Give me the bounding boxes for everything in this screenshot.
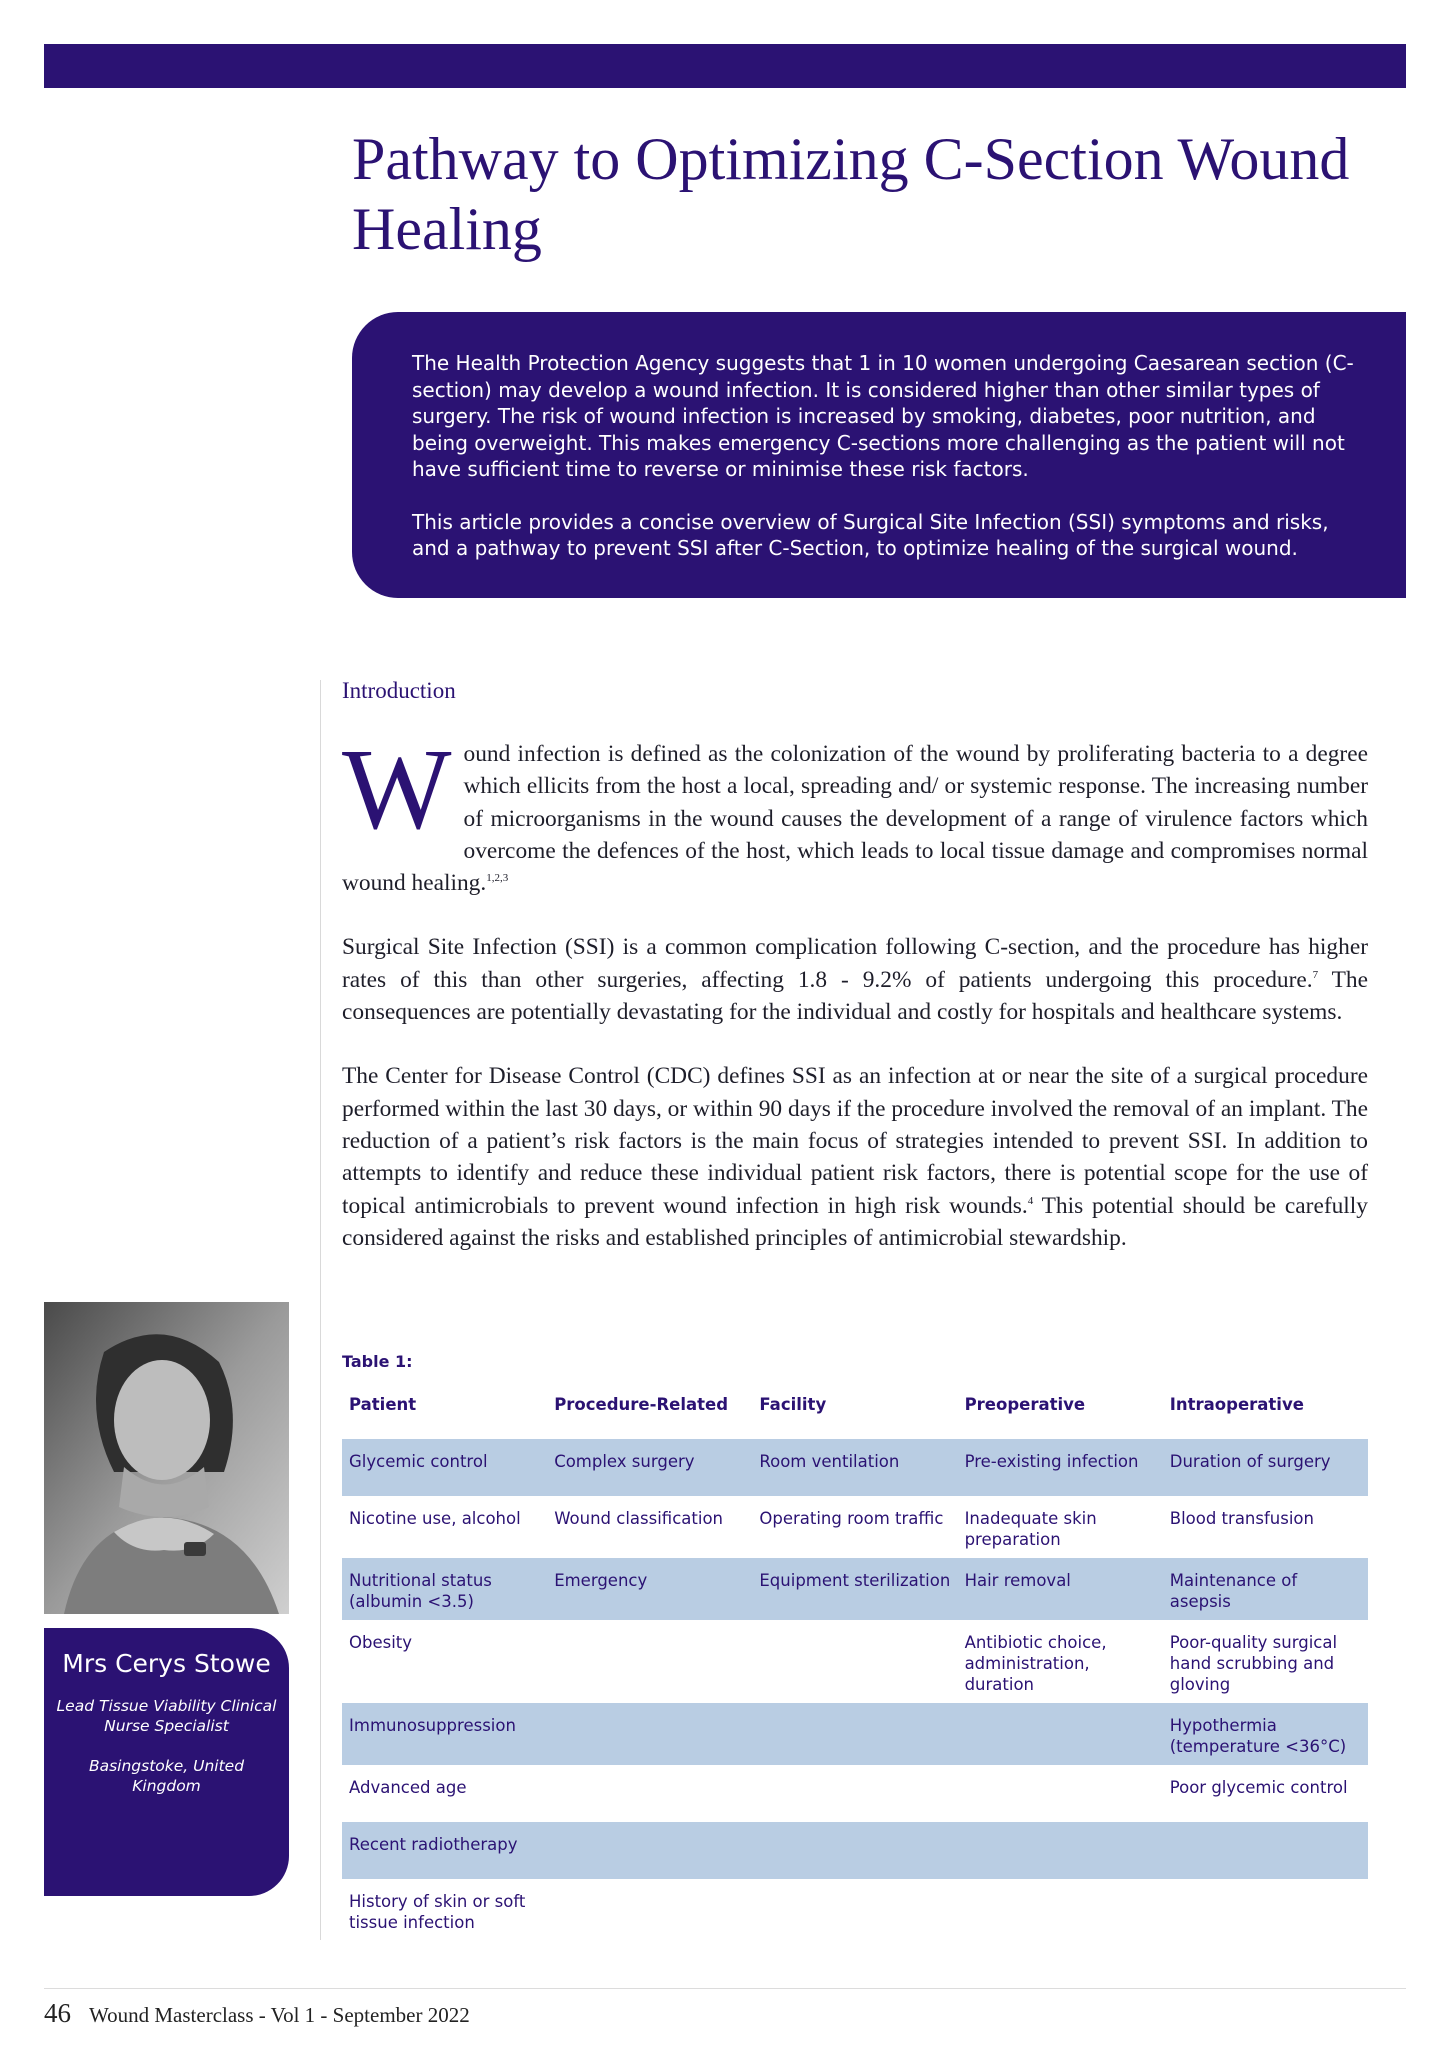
- table-cell: Nicotine use, alcohol: [349, 1509, 521, 1528]
- paragraph-text-continued: This potential should be carefully considered against the risks and established principles of antimicrobial stewardship.: [342, 1192, 1369, 1251]
- table-cell: Complex surgery: [547, 1439, 752, 1496]
- article-body: [342, 726, 1369, 1254]
- paragraph-text: ound infection is defined as the colonization of the wound by proliferating bacteria to a degree which ellicits from the host a local, spreading and/ or systemic response. The increasing number of microorganisms in the wound causes the development of a range of virulence factors which overcome the defences of the host, which leads to local tissue damage and compromises normal wound healing.: [342, 741, 1368, 897]
- table-cell: Inadequate skin preparation: [964, 1509, 1097, 1549]
- author-card: [44, 1628, 289, 1896]
- table-header-row: [342, 1382, 1368, 1439]
- table-row: [342, 1879, 1368, 1941]
- table-cell: [752, 1765, 957, 1822]
- table-header-cell: Facility: [759, 1395, 827, 1414]
- table-cell: Pre-existing infection: [958, 1439, 1163, 1496]
- table-cell: [1163, 1879, 1368, 1941]
- table-row: [342, 1703, 1368, 1765]
- body-paragraph-3: [342, 1060, 1368, 1254]
- column-divider: [320, 680, 321, 1940]
- table-cell: Recent radiotherapy: [342, 1822, 547, 1879]
- publication-info: Wound Masterclass - Vol 1 - September 2022: [89, 2003, 470, 2027]
- table-row: [342, 1558, 1368, 1620]
- table-cell: [958, 1879, 1163, 1941]
- author-photo: [44, 1302, 289, 1614]
- paragraph-text: Surgical Site Infection (SSI) is a common complication following C-section, and the procedure has higher rates of this than other surgeries, affecting 1.8 - 9.2% of patients undergoing this procedure.: [342, 934, 1368, 993]
- table-cell: [547, 1703, 752, 1765]
- abstract-box: [352, 312, 1406, 598]
- table-header-cell: Intraoperative: [1169, 1395, 1304, 1414]
- table-cell: [547, 1879, 752, 1941]
- table-header-cell: Preoperative: [964, 1395, 1086, 1414]
- article-title: Pathway to Optimizing C-Section Wound Healing: [352, 126, 1350, 262]
- table-header-cell: Procedure-Related: [554, 1395, 729, 1414]
- table-row: [342, 1822, 1368, 1879]
- table-cell: Hypothermia (temperature <36°C): [1163, 1703, 1368, 1765]
- table-cell: Antibiotic choice, administration, duration: [964, 1633, 1107, 1694]
- abstract-paragraph-2: This article provides a concise overview of Surgical Site Infection (SSI) symptoms and risks, and a pathway to prevent SSI after C-Section, to optimize healing of the surgical wound.: [412, 509, 1329, 560]
- footer-rule: [44, 1988, 1406, 1989]
- section-heading-introduction: Introduction: [342, 678, 456, 703]
- table-cell: [752, 1703, 957, 1765]
- table-cell: Blood transfusion: [1169, 1509, 1314, 1528]
- table-cell: Obesity: [349, 1633, 413, 1652]
- table-cell: [958, 1765, 1163, 1822]
- author-location: Basingstoke, United Kingdom: [88, 1757, 245, 1795]
- reference-marker: 1,2,3: [486, 872, 509, 885]
- paragraph-text: The Center for Disease Control (CDC) defines SSI as an infection at or near the site of a surgical procedure performed within the last 30 days, or within 90 days if the procedure involved the removal of an implant. The reduction of a patient’s risk factors is the main focus of strategies intended to prevent SSI. In addition to attempts to identify and reduce these individual patient risk factors, there is potential scope for the use of topical antimicrobials to prevent wound infection in high risk wounds.: [342, 1063, 1368, 1219]
- table-cell: [547, 1822, 752, 1879]
- table-cell: [958, 1822, 1163, 1879]
- table-row: [342, 1439, 1368, 1496]
- table-cell: Operating room traffic: [759, 1509, 944, 1528]
- risk-factor-table: [342, 1382, 1368, 1941]
- table-row: [342, 1620, 1368, 1703]
- table-cell: [547, 1620, 752, 1703]
- table-caption: Table 1:: [342, 1352, 413, 1371]
- top-banner-bar: [44, 44, 1406, 88]
- table-cell: Advanced age: [349, 1778, 467, 1797]
- table-cell: Glycemic control: [342, 1439, 547, 1496]
- table-cell: Duration of surgery: [1163, 1439, 1368, 1496]
- table-cell: [752, 1879, 957, 1941]
- table-cell: [752, 1620, 957, 1703]
- paragraph-text-continued: The consequences are potentially devastating for the individual and costly for hospitals and healthcare systems.: [342, 966, 1368, 1026]
- table-cell: Emergency: [547, 1558, 752, 1620]
- table-cell: Immunosuppression: [342, 1703, 547, 1765]
- page-number: 46: [44, 1998, 71, 2028]
- table-row: [342, 1496, 1368, 1558]
- table-cell: Equipment sterilization: [752, 1558, 957, 1620]
- author-role: Lead Tissue Viability Clinical Nurse Specialist: [56, 1697, 277, 1735]
- table-cell: [958, 1703, 1163, 1765]
- table-cell: History of skin or soft tissue infection: [349, 1892, 526, 1932]
- table-cell: Maintenance of asepsis: [1163, 1558, 1368, 1620]
- table-cell: [1163, 1822, 1368, 1879]
- table-cell: [547, 1765, 752, 1822]
- table-cell: Hair removal: [958, 1558, 1163, 1620]
- table-row: [342, 1765, 1368, 1822]
- body-paragraph-1: [342, 726, 1368, 899]
- abstract-paragraph-1: The Health Protection Agency suggests that 1 in 10 women undergoing Caesarean section (C-section) may develop a wound infection. It is considered higher than other similar types of surgery. The risk of wound infection is increased by smoking, diabetes, poor nutrition, and being overweight. This makes emergency C-sections more challenging as the patient will not have sufficient time to reverse or minimise these risk factors.: [412, 351, 1354, 481]
- table-cell: Nutritional status (albumin <3.5): [342, 1558, 547, 1620]
- table-cell: Poor glycemic control: [1169, 1778, 1348, 1797]
- table-cell: [752, 1822, 957, 1879]
- reference-marker: 4: [1027, 1194, 1034, 1207]
- page-footer: [44, 1998, 470, 2029]
- portrait-illustration: [44, 1302, 289, 1614]
- table-cell: Wound classification: [554, 1509, 723, 1528]
- table-cell: Room ventilation: [752, 1439, 957, 1496]
- table-header-cell: Patient: [349, 1395, 417, 1414]
- table-cell: Poor-quality surgical hand scrubbing and gloving: [1169, 1633, 1338, 1694]
- author-name: Mrs Cerys Stowe: [62, 1649, 271, 1678]
- reference-marker: 7: [1312, 968, 1319, 981]
- body-paragraph-2: [342, 931, 1368, 1028]
- drop-cap: W: [342, 726, 452, 854]
